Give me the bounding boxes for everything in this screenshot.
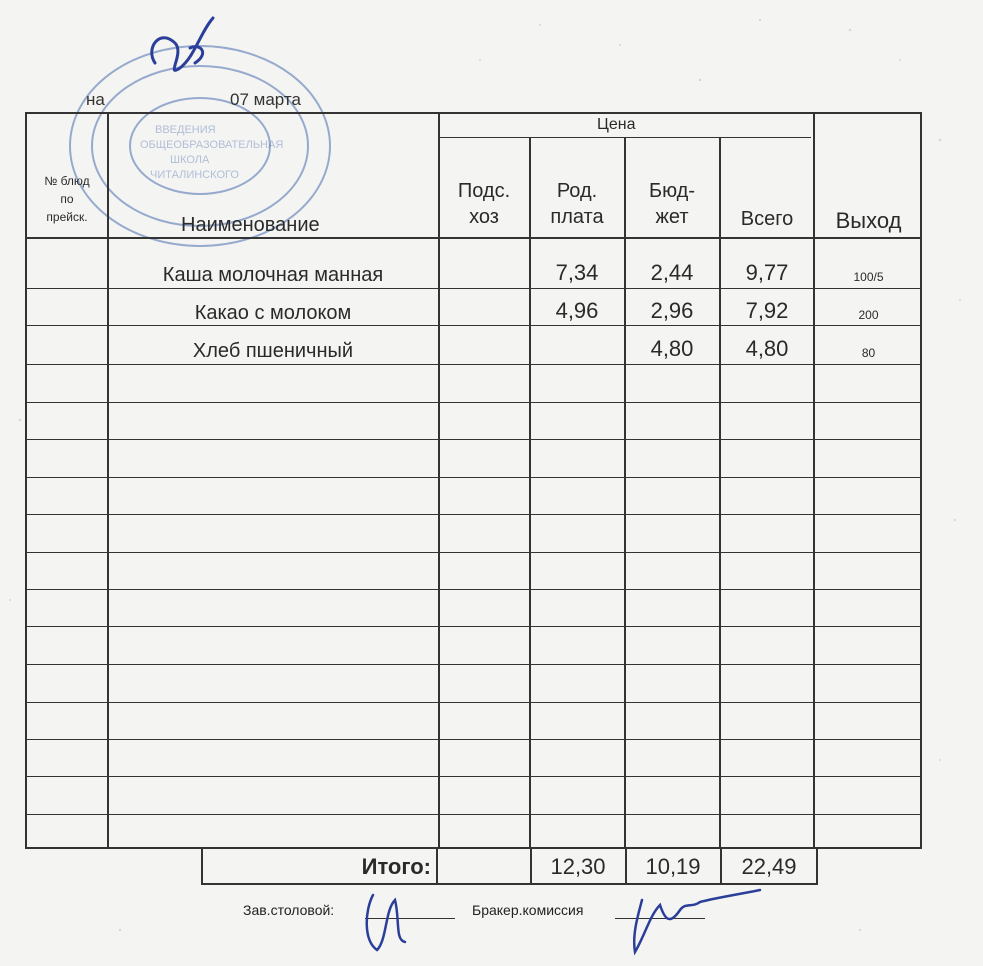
item-parent-price: 7,34: [555, 260, 599, 285]
item-output: 100/5: [853, 270, 884, 284]
header-budget: Бюд- жет: [648, 180, 695, 228]
header-name: Наименование: [181, 214, 320, 236]
header-output: Выход: [835, 208, 902, 233]
item-parent-price: 4,96: [555, 298, 599, 323]
header-total: Всего: [740, 208, 794, 230]
commission-signature: [620, 880, 770, 960]
date-prefix: на: [86, 90, 105, 109]
item-total-price: 7,92: [745, 298, 789, 323]
header-subsidiary: Подс. хоз: [457, 180, 511, 228]
item-total-price: 9,77: [745, 260, 789, 285]
svg-text:ШКОЛА: ШКОЛА: [170, 154, 210, 166]
menu-date: 07 марта: [230, 90, 301, 109]
item-name: Хлеб пшеничный: [192, 340, 354, 362]
totals-total: 22,49: [741, 854, 797, 879]
item-name: Каша молочная манная: [162, 264, 384, 286]
signature-top: [135, 8, 225, 98]
totals-label: Итого:: [361, 854, 431, 879]
svg-text:ВВЕДЕНИЯ: ВВЕДЕНИЯ: [155, 124, 216, 136]
totals-parent: 12,30: [550, 854, 606, 879]
item-budget-price: 2,44: [650, 260, 694, 285]
item-budget-price: 2,96: [650, 298, 694, 323]
item-output: 80: [861, 346, 876, 360]
item-name: Какао с молоком: [194, 302, 352, 324]
svg-text:ОБЩЕОБРАЗОВАТЕЛЬНАЯ: ОБЩЕОБРАЗОВАТЕЛЬНАЯ: [140, 139, 284, 151]
totals-budget: 10,19: [645, 854, 701, 879]
head-signature: [355, 880, 435, 960]
head-of-canteen-label: Зав.столовой:: [243, 902, 335, 918]
header-dish-no: № блюд по прейск.: [44, 174, 90, 224]
item-budget-price: 4,80: [650, 336, 694, 361]
menu-table: [25, 112, 922, 849]
header-parent-pay: Род. плата: [550, 180, 604, 228]
svg-text:ЧИТАЛИНСКОГО: ЧИТАЛИНСКОГО: [150, 169, 239, 181]
commission-label: Бракер.комиссия: [472, 902, 584, 918]
item-total-price: 4,80: [745, 336, 789, 361]
header-price: Цена: [597, 116, 636, 133]
item-output: 200: [858, 308, 879, 322]
